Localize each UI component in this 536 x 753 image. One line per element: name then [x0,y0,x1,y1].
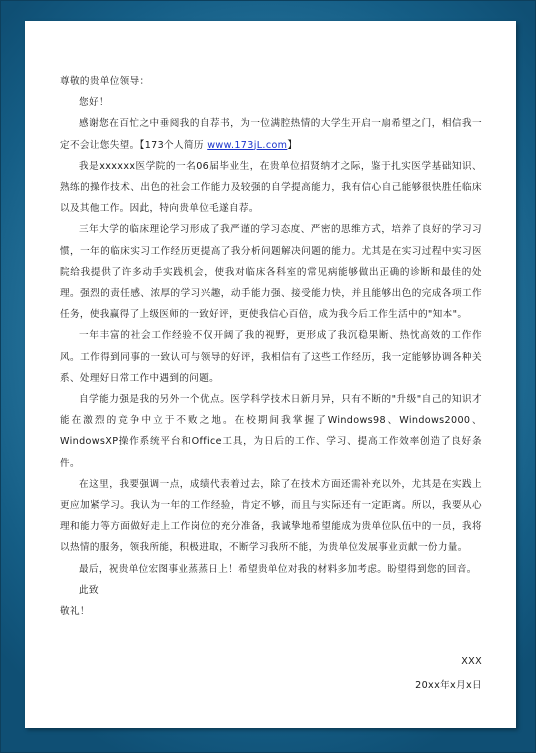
paragraph-6: 在这里，我要强调一点，成绩代表着过去，除了在技术方面还需补充以外，尤其是在实践上更应加紧学习。我认为一年的工作经验，肯定不够，而且与实际还有一定距离。所以，我要从心理和能力等方面做好走上工作岗位的充分准备，我诚挚地希望能成为贵单位队伍中的一员，我将以热情的服务，领我所能，积极进取，不断学习我所不能，为贵单位发展事业贡献一份力量。 [60,478,482,554]
signature: XXX [461,656,482,667]
paragraph-2: 我是xxxxxx医学院的一名06届毕业生，在贵单位招贤纳才之际，鉴于扎实医学基础知识、熟练的操作技术、出色的社会工作能力及较强的自学提高能力，我有信心自己能够很快胜任临床以及其他工作。因此，特向贵单位毛遂自荐。 [60,160,482,215]
closing-line-1: 此致 [79,584,99,596]
paragraph-1-text: 感谢您在百忙之中垂阅我的自荐书，为一位满腔热情的大学生开启一扇希望之门，相信我一定不会让您失望。【173个人简历 [60,118,482,151]
date-line: 20xx年x月x日 [415,680,482,691]
paragraph-5: 自学能力强是我的另外一个优点。医学科学技术日新月异，只有不断的"升级"自己的知识才能在激烈的竞争中立于不败之地。在校期间我掌握了Windows98、Windows2000、WindowsXP操作系统平台和Office工具，为日后的工作、学习、提高工作效率创造了良好条件。 [60,394,482,469]
greeting: 您好！ [79,97,109,109]
letter-body [60,71,482,622]
paragraph-1 [60,113,482,155]
paragraph-7: 最后，祝贵单位宏图事业蒸蒸日上！希望贵单位对我的材料多加考虑。盼望得到您的回音。 [79,563,477,575]
paragraph-1-end: 】 [287,139,298,151]
salutation: 尊敬的贵单位领导： [60,76,150,87]
paragraph-4: 一年丰富的社会工作经验不仅开阔了我的视野，更形成了我沉稳果断、热忱高效的工作作风。工作得到同事的一致认可与领导的好评，我相信有了这些工作经历，我一定能够协调各种关系、处理好日常工作中遇到的问题。 [60,330,482,384]
letter-page [25,21,516,728]
paragraph-3: 三年大学的临床理论学习形成了我严谨的学习态度、严密的思维方式，培养了良好的学习习惯，一年的临床实习工作经历更提高了我分析问题解决问题的能力。尤其是在实习过程中实习医院给我提供了许多动手实践机会，使我对临床各科室的常见病能够做出正确的诊断和最佳的处理。强烈的责任感、浓厚的学习兴趣，动手能力强、接受能力快，并且能够出色的完成各项工作任务，使我赢得了上级医师的一致好评，更使我信心百倍，成为我今后工作生活中的"知本"。 [60,224,482,321]
website-link[interactable]: www.173jL.com [207,139,288,151]
closing-line-2: 敬礼！ [60,606,90,618]
